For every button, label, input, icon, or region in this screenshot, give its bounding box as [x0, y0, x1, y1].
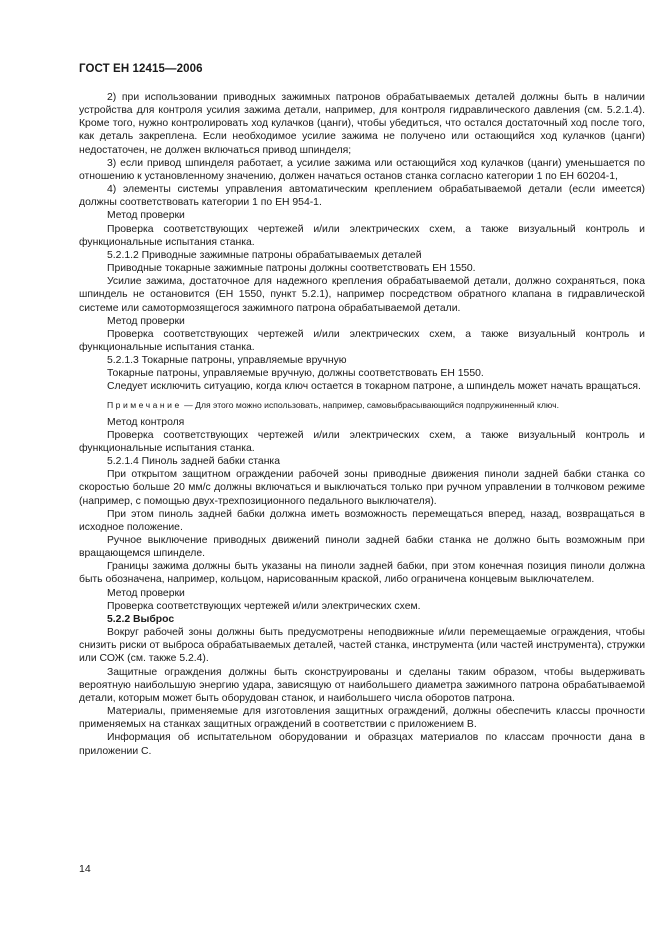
document-body — [79, 91, 645, 758]
section-heading: 5.2.1.4 Пиноль задней бабки станка — [107, 456, 280, 468]
section-heading: 5.2.1.2 Приводные зажимные патроны обрабатываемых деталей — [107, 249, 422, 261]
note — [79, 399, 645, 411]
method-heading: Метод проверки — [107, 210, 185, 222]
paragraph: Проверка соответствующих чертежей и/или электрических схем, а также визуальный контроль и функциональные испытания станка. — [79, 223, 645, 248]
paragraph: 3) если привод шпинделя работает, а усилие зажима или остающийся ход кулачков (цанги) уменьшается по отношению к установленному значению, должен начаться останов станка согласно категории 1 по ЕН 60204-1, — [79, 157, 645, 182]
method-heading: Метод проверки — [107, 315, 185, 327]
document-header: ГОСТ ЕН 12415—2006 — [79, 63, 203, 75]
paragraph: Проверка соответствующих чертежей и/или электрических схем. — [107, 600, 421, 612]
paragraph: Материалы, применяемые для изготовления защитных ограждений, должны обеспечить классы прочности применяемых на станках защитных ограждений в соответствии с приложением В. — [79, 706, 645, 731]
paragraph: Следует исключить ситуацию, когда ключ остается в токарном патроне, а шпиндель может начать вращаться. — [107, 381, 641, 393]
section-heading: 5.2.1.3 Токарные патроны, управляемые вручную — [107, 355, 347, 367]
method-heading: Метод контроля — [107, 416, 185, 428]
paragraph: 2) при использовании приводных зажимных патронов обрабатываемых деталей должны быть в наличии устройства для контроля усилия зажима детали, например, для контроля гидравлического давления (см. 5.2.1.4). Кроме того, нужно контролировать ход кулачков (цанги), чтобы убедиться, что остался достаточный ход после того, как деталь закреплена. Если необходимое усилие зажима не получено или остающийся ход кулачков (цанги) недостаточен, не должен включаться привод шпинделя; — [79, 92, 645, 156]
paragraph: Границы зажима должны быть указаны на пиноли задней бабки, при этом конечная позиция пиноли должна быть обозначена, например, кольцом, нарисованным краской, либо ограничена концевым выключателем. — [79, 561, 645, 586]
page-number: 14 — [79, 863, 91, 875]
paragraph: Защитные ограждения должны быть сконструированы и сделаны таким образом, чтобы выдерживать вероятную наибольшую энергию удара, зависящую от наибольшего диаметра зажимного патрона обрабатываемой детали, которым может быть оборудован станок, и наибольшего числа оборотов патрона. — [79, 666, 645, 704]
paragraph: Проверка соответствующих чертежей и/или электрических схем, а также визуальный контроль и функциональные испытания станка. — [79, 429, 645, 454]
paragraph: 4) элементы системы управления автоматическим креплением обрабатываемой детали (если имеется) должны соответствовать категории 1 по ЕН 954-1. — [79, 184, 645, 209]
section-heading-bold — [79, 613, 645, 626]
paragraph: Вокруг рабочей зоны должны быть предусмотрены неподвижные и/или перемещаемые ограждения, чтобы снизить риски от выброса обрабатываемых деталей, частей станка, инструмента (или частей инструмента), стружки или СОЖ (см. также 5.2.4). — [79, 627, 645, 665]
paragraph: Усилие зажима, достаточное для надежного крепления обрабатываемой детали, должно сохраняться, пока шпиндель не остановится (ЕН 1550, пункт 5.2.1), например посредством обратного клапана в гидравлической системе или самотормозящегося зажимного патрона обрабатываемой детали. — [79, 276, 645, 314]
section-title: 5.2.2 Выброс — [107, 613, 175, 625]
note-text: — Для этого можно использовать, например, самовыбрасывающийся подпружиненный ключ. — [181, 399, 559, 410]
paragraph: Приводные токарные зажимные патроны должны соответствовать ЕН 1550. — [107, 263, 476, 275]
note-label: Примечание — [107, 399, 182, 410]
paragraph: Токарные патроны, управляемые вручную, должны соответствовать ЕН 1550. — [107, 368, 484, 380]
paragraph: Ручное выключение приводных движений пиноли задней бабки станка не должно быть возможным при вращающемся шпинделе. — [79, 535, 645, 560]
paragraph: При этом пиноль задней бабки должна иметь возможность перемещаться вперед, назад, возвращаться в исходное положение. — [79, 508, 645, 533]
paragraph: При открытом защитном ограждении рабочей зоны приводные движения пиноли задней бабки станка со скоростью больше 20 мм/с должны включаться и выключаться только при ручном управлении в толчковом режиме (например, с помощью двух-трехпозиционного педального выключателя). — [79, 469, 645, 507]
paragraph: Информация об испытательном оборудовании и образцах материалов по классам прочности дана в приложении С. — [79, 732, 645, 757]
method-heading: Метод проверки — [107, 587, 185, 599]
paragraph: Проверка соответствующих чертежей и/или электрических схем, а также визуальный контроль и функциональные испытания станка. — [79, 328, 645, 353]
